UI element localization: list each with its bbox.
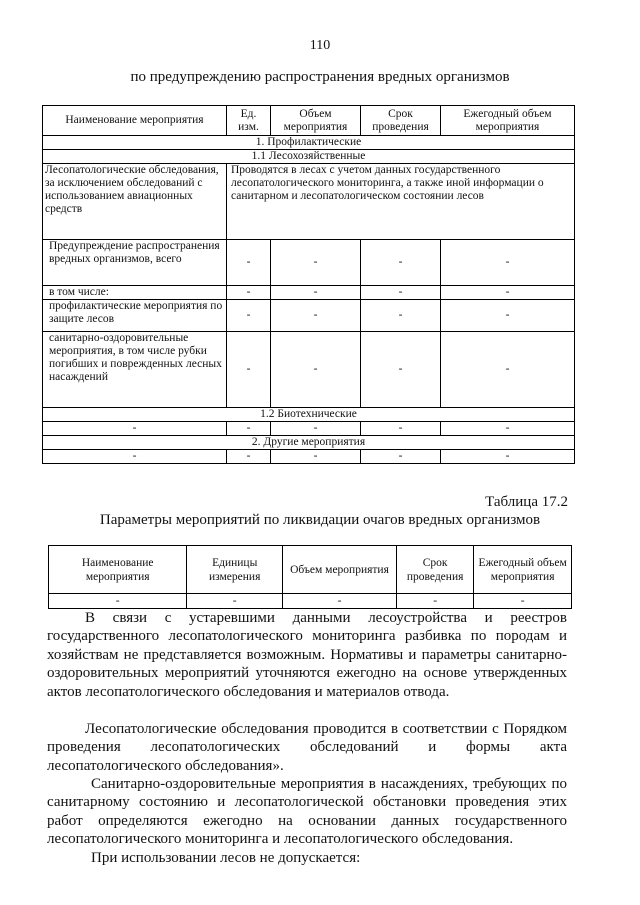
cell-dash: - [43,422,227,436]
header-cell: Наименование мероприятия [49,546,187,594]
header-cell: Срок проведения [396,546,473,594]
cell-dash: - [227,422,271,436]
row-description: Проводятся в лесах с учетом данных государственного лесопатологического мониторинга, а также иной информации о санитарном и лесопатологическом состоянии лесов [227,164,575,240]
header-cell: Ед. изм. [227,106,271,136]
cell-dash: - [283,594,397,609]
table-row [49,594,572,609]
cell-dash: - [187,594,283,609]
cell-dash: - [271,422,361,436]
header-cell: Срок проведения [361,106,441,136]
cell-dash: - [361,286,441,300]
table-number: Таблица 17.2 [485,494,568,510]
section-row: 1. Профилактические [43,136,575,150]
table-header-row [49,546,572,594]
header-cell: Ежегодный объем мероприятия [441,106,575,136]
table-title: Параметры мероприятий по ликвидации очагов вредных организмов [99,512,541,528]
row-name: Предупреждение распространения вредных организмов, всего [43,240,227,286]
row-name: профилактические мероприятия по защите лесов [43,300,227,332]
cell-dash: - [271,450,361,464]
section-row: 2. Другие мероприятия [43,436,575,450]
cell-dash: - [361,332,441,408]
header-cell: Ежегодный объем мероприятия [474,546,572,594]
cell-dash: - [227,300,271,332]
cell-dash: - [441,422,575,436]
page-number: 110 [309,38,331,53]
section-row: 1.2 Биотехнические [43,408,575,422]
paragraph: В связи с устаревшими данными лесоустройства и реестров государственного лесопатологического мониторинга разбивка по породам и хозяйствам не представляется возможным. Нормативы и параметры санитарно-оздоровительных мероприятий уточняются ежегодно на основе утвержденных актов лесопатологического обследования и материалов отвода. [47,610,567,700]
cell-dash: - [441,286,575,300]
cell-dash: - [361,240,441,286]
table-row [43,300,575,332]
section-row: 1.1 Лесохозяйственные [43,150,575,164]
cell-dash: - [271,240,361,286]
row-name: Лесопатологические обследования, за исключением обследований с использованием авиационных средств [43,164,227,240]
header-cell: Объем мероприятия [283,546,397,594]
cell-dash: - [474,594,572,609]
page-heading: по предупреждению распространения вредных организмов [130,69,510,85]
table-row [43,240,575,286]
paragraph: Лесопатологические обследования проводится в соответствии с Порядком проведения лесопатологических обследований и формы акта лесопатологического обследования». [47,721,567,774]
cell-dash: - [361,450,441,464]
cell-dash: - [227,332,271,408]
measures-table [42,105,575,464]
cell-dash: - [396,594,473,609]
cell-dash: - [227,240,271,286]
cell-dash: - [441,332,575,408]
cell-dash: - [441,450,575,464]
table-row [43,450,575,464]
cell-dash: - [49,594,187,609]
cell-dash: - [441,240,575,286]
table-row [43,286,575,300]
table-row [43,332,575,408]
row-name: санитарно-оздоровительные мероприятия, в том числе рубки погибших и поврежденных лесных насаждений [43,332,227,408]
cell-dash: - [227,450,271,464]
cell-dash: - [441,300,575,332]
cell-dash: - [361,300,441,332]
liquidation-table [48,545,572,609]
row-name: в том числе: [43,286,227,300]
cell-dash: - [361,422,441,436]
header-cell: Наименование мероприятия [43,106,227,136]
paragraph: Санитарно-оздоровительные мероприятия в насаждениях, требующих по санитарному состоянию и лесопатологической обстановки проведения этих работ определяются ежегодно на основании данных государственного лесопатологического мониторинга и лесопатологического обследования. [47,776,567,848]
paragraph: При использовании лесов не допускается: [91,850,361,866]
header-cell: Объем мероприятия [271,106,361,136]
cell-dash: - [227,286,271,300]
table-header-row [43,106,575,136]
table-row [43,422,575,436]
cell-dash: - [271,300,361,332]
header-cell: Единицы измерения [187,546,283,594]
cell-dash: - [271,332,361,408]
cell-dash: - [43,450,227,464]
table-row [43,164,575,240]
cell-dash: - [271,286,361,300]
